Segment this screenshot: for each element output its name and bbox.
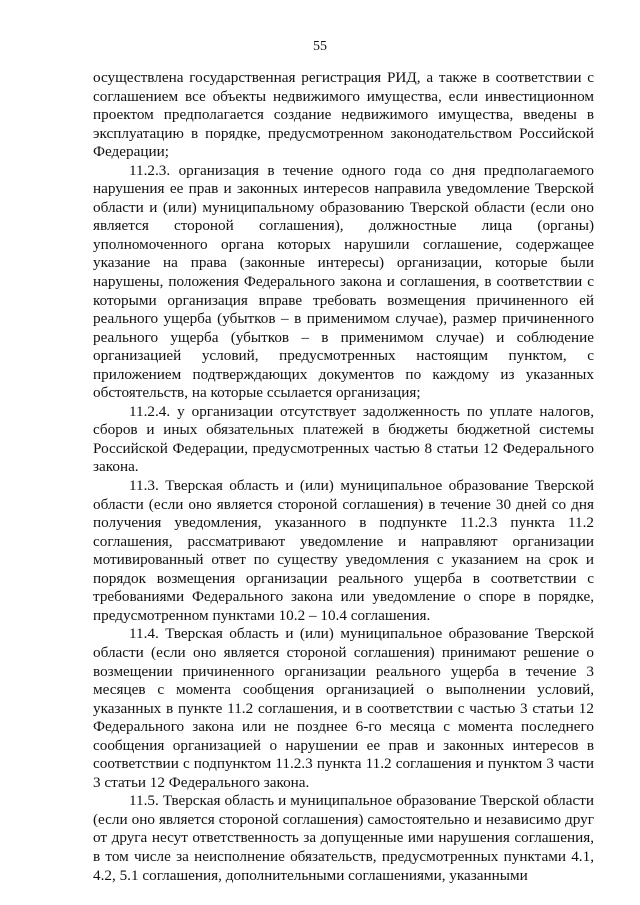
paragraph-11-2-3: 11.2.3. организация в течение одного года со дня предполагаемого нарушения ее прав и законных интересов направила уведомление Тверской области и (или) муниципальному образованию Тверской области (если оно является стороной соглашения), должностные лица (органы) уполномоченного органа которых нарушили соглашение, содержащее указание на права (законные интересы) организации, которые были нарушены, положения Федерального закона и соглашения, в соответствии с которыми организация вправе требовать возмещения причиненного ей реального ущерба (убытков – в применимом случае), размер причиненного реального ущерба (убытков – в применимом случае) и соблюдение организацией условий, предусмотренных настоящим пунктом, с приложением подтверждающих документов по каждому из указанных обстоятельств, на которые ссылается организация;	[93, 161, 594, 402]
page-number: 55	[313, 39, 327, 54]
paragraph-11-3: 11.3. Тверская область и (или) муниципальное образование Тверской области (если оно является стороной соглашения) в течение 30 дней со дня получения уведомления, указанного в подпункте 11.2.3 пункта 11.2 соглашения, рассматривают уведомление и направляют организации мотивированный ответ по существу уведомления с указанием на срок и порядок возмещения организации реального ущерба в соответствии с требованиями Федерального закона или уведомление о споре в порядке, предусмотренном пунктами 10.2 – 10.4 соглашения.	[93, 477, 594, 624]
paragraph-11-2-4: 11.2.4. у организации отсутствует задолженность по уплате налогов, сборов и иных обязательных платежей в бюджеты бюджетной системы Российской Федерации, предусмотренных частью 8 статьи 12 Федерального закона.	[93, 402, 594, 476]
paragraph-11-5: 11.5. Тверская область и муниципальное образование Тверской области (если оно является стороной соглашения) самостоятельно и независимо друг от друга несут ответственность за допущенные ими нарушения соглашения, в том числе за неисполнение обязательств, предусмотренных пунктами 4.1, 4.2, 5.1 соглашения, дополнительными соглашениями, указанными	[93, 792, 594, 884]
paragraph-11-4: 11.4. Тверская область и (или) муниципальное образование Тверской области (если оно является стороной соглашения) принимают решение о возмещении причиненного организации реального ущерба в течение 3 месяцев с момента сообщения организацией о выполнении условий, указанных в пункте 11.2 соглашения, и в соответствии с частью 3 статьи 12 Федерального закона или не позднее 6-го месяца с момента последнего сообщения организацией о нарушении ее прав и законных интересов в соответствии с подпунктом 11.2.3 пункта 11.2 соглашения и пунктом 3 части 3 статьи 12 Федерального закона.	[93, 625, 594, 791]
paragraph-continuation: осуществлена государственная регистрация РИД, а также в соответствии с соглашением все объекты недвижимого имущества, если инвестиционном проектом предполагается создание недвижимого имущества, введены в эксплуатацию в порядке, предусмотренном законодательством Российской Федерации;	[93, 69, 594, 161]
document-body	[93, 69, 594, 885]
